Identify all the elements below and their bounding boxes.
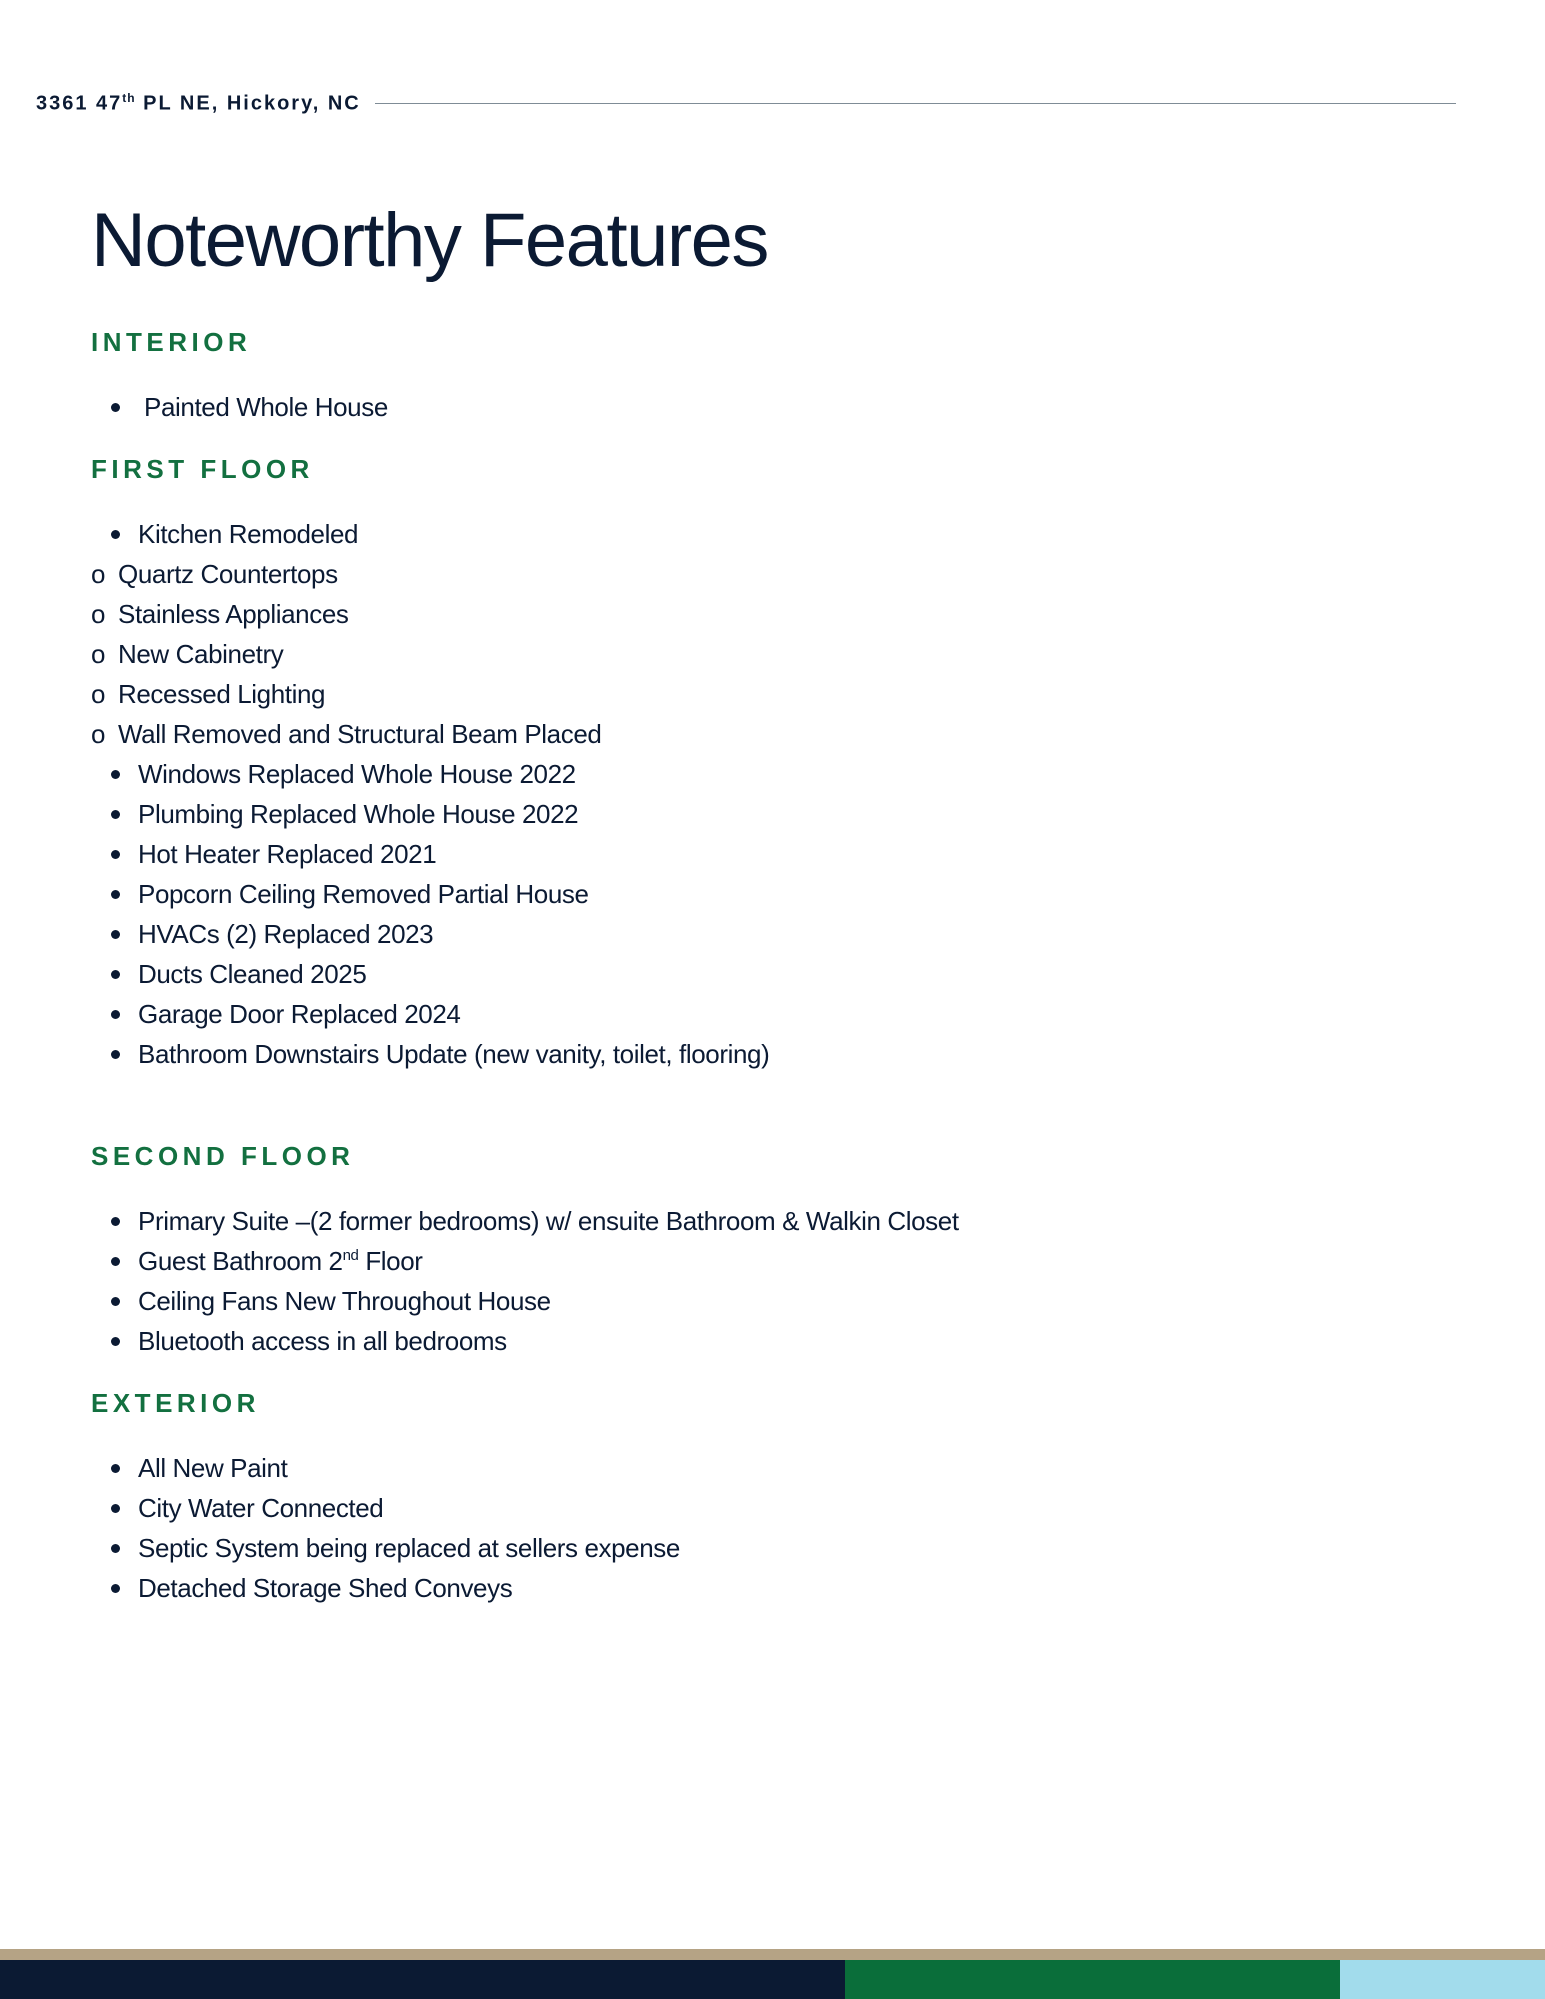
bullet-icon xyxy=(111,1544,120,1553)
bullet-icon xyxy=(111,770,120,779)
bullet-icon xyxy=(111,1337,120,1346)
list-item: Ducts Cleaned 2025 xyxy=(91,954,1391,994)
footer-green-block xyxy=(845,1960,1340,1999)
section-heading-second-floor: SECOND FLOOR xyxy=(91,1141,355,1171)
bullet-icon xyxy=(111,1217,120,1226)
list-item: City Water Connected xyxy=(91,1488,1391,1528)
footer-navy-block xyxy=(0,1960,845,1999)
header-divider xyxy=(375,103,1456,104)
footer-color-band xyxy=(0,1949,1545,1999)
section-heading-first-floor: FIRST FLOOR xyxy=(91,454,314,484)
list-item: Bluetooth access in all bedrooms xyxy=(91,1321,1391,1361)
circle-bullet-icon: o xyxy=(91,639,106,669)
sub-list-item: o Recessed Lighting xyxy=(91,674,1391,714)
sub-list-item: o Stainless Appliances xyxy=(91,594,1391,634)
bullet-icon xyxy=(111,1010,120,1019)
sub-list-item: o New Cabinetry xyxy=(91,634,1391,674)
section-heading-exterior: EXTERIOR xyxy=(91,1388,260,1418)
list-item: Kitchen Remodeled xyxy=(91,514,1391,554)
list-item: All New Paint xyxy=(91,1448,1391,1488)
circle-bullet-icon: o xyxy=(91,559,106,589)
bullet-icon xyxy=(111,1297,120,1306)
page-title: Noteworthy Features xyxy=(91,198,768,283)
list-item: Bathroom Downstairs Update (new vanity, toilet, flooring) xyxy=(91,1034,1391,1074)
bullet-icon xyxy=(111,970,120,979)
section-heading-interior: INTERIOR xyxy=(91,327,252,357)
bullet-icon xyxy=(111,1504,120,1513)
list-item: Primary Suite –(2 former bedrooms) w/ ensuite Bathroom & Walkin Closet xyxy=(91,1201,1391,1241)
list-item: Painted Whole House xyxy=(91,387,1391,427)
sub-list-item: o Wall Removed and Structural Beam Placed xyxy=(91,714,1391,754)
page-header xyxy=(36,88,1456,118)
property-address xyxy=(36,91,361,116)
circle-bullet-icon: o xyxy=(91,599,106,629)
page-content xyxy=(91,190,1391,1608)
address-number: 3361 47 xyxy=(36,92,123,115)
list-item: Ceiling Fans New Throughout House xyxy=(91,1281,1391,1321)
second-floor-list xyxy=(91,1201,1391,1361)
list-item: Septic System being replaced at sellers expense xyxy=(91,1528,1391,1568)
list-item: HVACs (2) Replaced 2023 xyxy=(91,914,1391,954)
bullet-icon xyxy=(111,890,120,899)
interior-list xyxy=(91,387,1391,427)
address-ordinal: th xyxy=(122,90,136,105)
bullet-icon xyxy=(111,403,120,412)
sub-list-item: o Quartz Countertops xyxy=(91,554,1391,594)
list-item: Hot Heater Replaced 2021 xyxy=(91,834,1391,874)
bullet-icon xyxy=(111,1464,120,1473)
list-item: Plumbing Replaced Whole House 2022 xyxy=(91,794,1391,834)
list-item: Popcorn Ceiling Removed Partial House xyxy=(91,874,1391,914)
list-item: Detached Storage Shed Conveys xyxy=(91,1568,1391,1608)
list-item: Guest Bathroom 2nd Floor xyxy=(91,1241,1391,1281)
list-item: Garage Door Replaced 2024 xyxy=(91,994,1391,1034)
first-floor-list xyxy=(91,514,1391,1074)
list-item: Windows Replaced Whole House 2022 xyxy=(91,754,1391,794)
bullet-icon xyxy=(111,930,120,939)
bullet-icon xyxy=(111,530,120,539)
bullet-icon xyxy=(111,1257,120,1266)
footer-blue-block xyxy=(1340,1960,1545,1999)
bullet-icon xyxy=(111,1584,120,1593)
circle-bullet-icon: o xyxy=(91,679,106,709)
footer-tan-stripe xyxy=(0,1949,1545,1960)
bullet-icon xyxy=(111,850,120,859)
exterior-list xyxy=(91,1448,1391,1608)
bullet-icon xyxy=(111,810,120,819)
address-street: PL NE, Hickory, NC xyxy=(135,92,361,115)
circle-bullet-icon: o xyxy=(91,719,106,749)
bullet-icon xyxy=(111,1050,120,1059)
